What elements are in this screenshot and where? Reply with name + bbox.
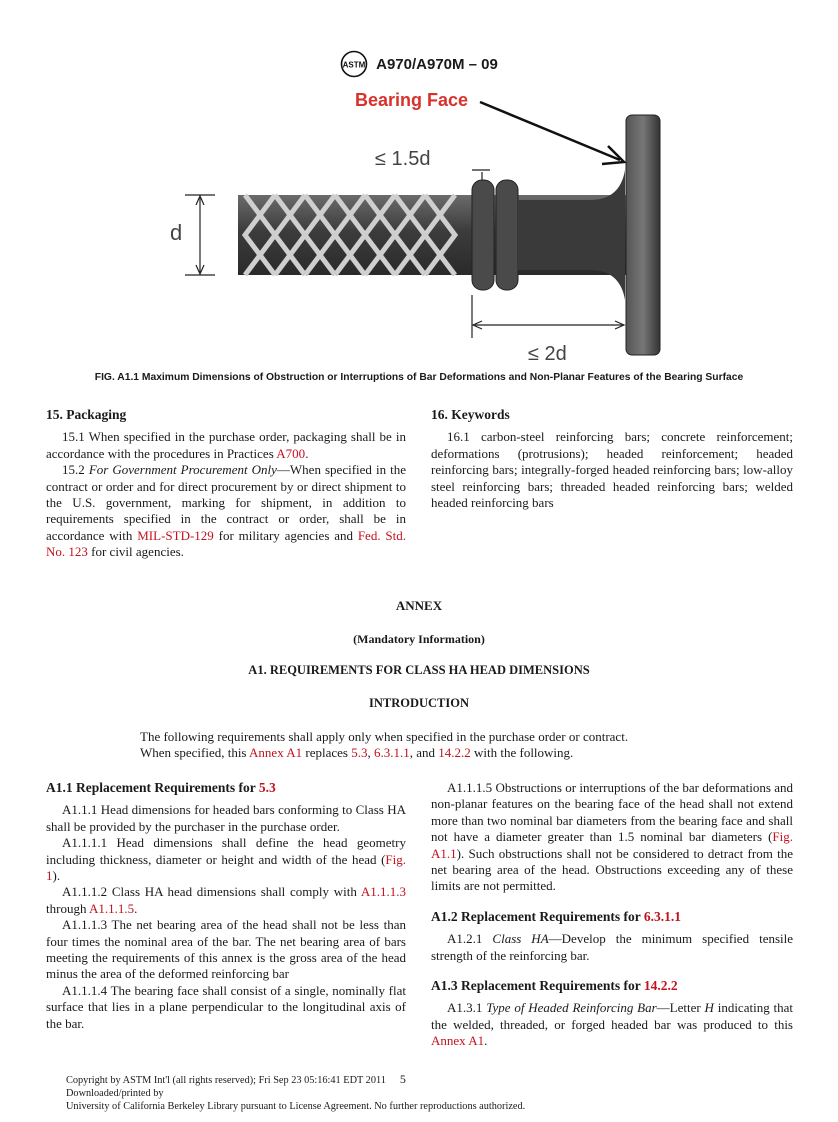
link-fig-1[interactable]: Fig. 1 — [46, 851, 406, 884]
section-15 — [46, 407, 406, 561]
dim-width — [472, 295, 624, 338]
right-column-annex — [431, 780, 793, 1050]
license-line: University of California Berkeley Library pursuant to License Agreement. No further reproductions authorized. — [66, 1101, 526, 1112]
page-number: 5 — [399, 1072, 406, 1086]
headed-bar-figure — [150, 80, 690, 370]
bearing-face-arrow — [480, 102, 624, 164]
link-a700[interactable]: A700 — [276, 445, 306, 461]
link-a1-1-1-3[interactable]: A1.1.1.3 — [360, 884, 406, 900]
svg-text:≤ 2d: ≤ 2d — [528, 343, 567, 365]
svg-text:ASTM: ASTM — [342, 60, 366, 70]
introduction-text: The following requirements shall apply only when specified in the purchase order or contract. When specified, this Annex A1 replaces 5.3, 6.3.1.1, and 14.2.2 with the following. — [140, 729, 629, 761]
introduction-title: INTRODUCTION — [368, 696, 469, 710]
bearing-head — [626, 115, 660, 355]
para-a1-1-1-4: A1.1.1.4 The bearing face shall consist of a single, nominally flat surface that lies in a plane perpendicular to the longitudinal axis of the bar. — [46, 982, 406, 1031]
svg-text:d: d — [170, 220, 183, 245]
copyright-line: Copyright by ASTM Int'l (all rights reserved); Fri Sep 23 05:16:41 EDT 2011 — [66, 1075, 386, 1086]
download-line: Downloaded/printed by — [66, 1088, 164, 1099]
dim-obstruction — [472, 170, 490, 180]
figure-caption: FIG. A1.1 Maximum Dimensions of Obstruction or Interruptions of Bar Deformations and Non-Planar Features of the Bearing Surface — [94, 372, 744, 383]
para-a1-1-1-5: A1.1.1.5 Obstructions or interruptions of the bar deformations and non-planar features on the bearing face of the head shall not extend more than two nominal bar diameters from the bearing face and shall not have a diameter greater than 1.5 nominal bar diameters (Fig. A1.1). Such obstructions shall not be considered to detract from the net bearing area of the head. Obstructions exceeding any of these limits are not permitted. — [431, 780, 793, 894]
section-16 — [431, 407, 793, 511]
a1-1-heading: A1.1 Replacement Requirements for 5.3 — [46, 780, 276, 795]
para-16-1: 16.1 carbon-steel reinforcing bars; concrete reinforcement; deformations (protrusions); headed reinforcement; headed reinforcing bars; integrally-forged headed reinforcing bars; low-alloy steel reinforcing bars; threaded headed reinforcing bars; welded headed reinforcing bars — [431, 429, 793, 511]
para-a1-1-1-1: A1.1.1.1 Head dimensions shall define the head geometry including thickness, diameter or height and width of the head (Fig. 1). — [46, 835, 406, 884]
link-a1-1-1-5[interactable]: A1.1.1.5 — [88, 900, 135, 916]
a1-title: A1. REQUIREMENTS FOR CLASS HA HEAD DIMENSIONS — [248, 663, 590, 677]
para-a1-3-1: A1.3.1 Type of Headed Reinforcing Bar—Letter H indicating that the welded, threaded, or forged headed bar was produced to this Annex A1. — [431, 1000, 793, 1049]
link-fed-std[interactable]: Fed. Std. No. 123 — [46, 527, 407, 560]
link-14-2-2[interactable]: 14.2.2 — [643, 978, 678, 994]
link-5-3[interactable]: 5.3 — [351, 745, 368, 761]
link-annex-a1[interactable]: Annex A1 — [249, 745, 303, 761]
link-6-3-1-1[interactable]: 6.3.1.1 — [373, 745, 410, 761]
link-14-2-2[interactable]: 14.2.2 — [438, 745, 471, 761]
link-mil-std[interactable]: MIL-STD-129 — [137, 527, 214, 543]
svg-text:≤ 1.5d: ≤ 1.5d — [375, 148, 431, 170]
annex-subtitle: (Mandatory Information) — [353, 632, 485, 646]
para-a1-1-1: A1.1.1 Head dimensions for headed bars conforming to Class HA shall be provided by the purchaser in the purchase order. — [46, 802, 406, 834]
collar-ring — [472, 180, 494, 290]
document-designation: A970/A970M – 09 — [376, 55, 498, 73]
page-header — [0, 50, 838, 78]
para-a1-1-1-2: A1.1.1.2 Class HA head dimensions shall comply with A1.1.1.3 through A1.1.1.5. — [46, 884, 406, 916]
page-footer — [66, 1073, 766, 1113]
a1-2-heading: A1.2 Replacement Requirements for 6.3.1.1 — [431, 908, 681, 924]
para-a1-1-1-3: A1.1.1.3 The net bearing area of the head shall not be less than four times the nominal area of the bar. The net bearing area of bars meeting the requirements of this annex is the gross area of the head minus the area of the deformed reinforcing bar — [46, 917, 406, 982]
link-annex-a1[interactable]: Annex A1 — [431, 1033, 485, 1049]
a1-3-heading: A1.3 Replacement Requirements for 14.2.2 — [431, 978, 678, 994]
astm-logo — [340, 50, 368, 78]
head-neck — [518, 170, 625, 300]
dim-d — [185, 195, 215, 275]
link-fig-a1-1[interactable]: Fig. A1.1 — [431, 829, 793, 861]
section-16-heading: 16. Keywords — [431, 407, 510, 422]
link-6-3-1-1[interactable]: 6.3.1.1 — [643, 908, 681, 924]
bearing-face-label: Bearing Face — [355, 90, 469, 110]
section-15-heading: 15. Packaging — [46, 407, 127, 422]
link-5-3[interactable]: 5.3 — [258, 780, 276, 795]
section-a1-1 — [46, 780, 406, 1032]
para-15-2: 15.2 For Government Procurement Only—When specified in the contract or order and for direct procurement by or direct shipment to the U.S. government, marking for shipment, in addition to requirements specified in the contract or order, shall be in accordance with MIL-STD-129 for military agencies and Fed. Std. No. 123 for civil agencies. — [46, 462, 407, 560]
para-a1-2-1: A1.2.1 Class HA—Develop the minimum specified tensile strength of the reinforcing bar. — [431, 931, 794, 963]
para-15-1: 15.1 When specified in the purchase order, packaging shall be in accordance with the procedures in Practices A700. — [46, 429, 406, 461]
collar-ring — [496, 180, 518, 290]
annex-title: ANNEX — [395, 598, 443, 613]
